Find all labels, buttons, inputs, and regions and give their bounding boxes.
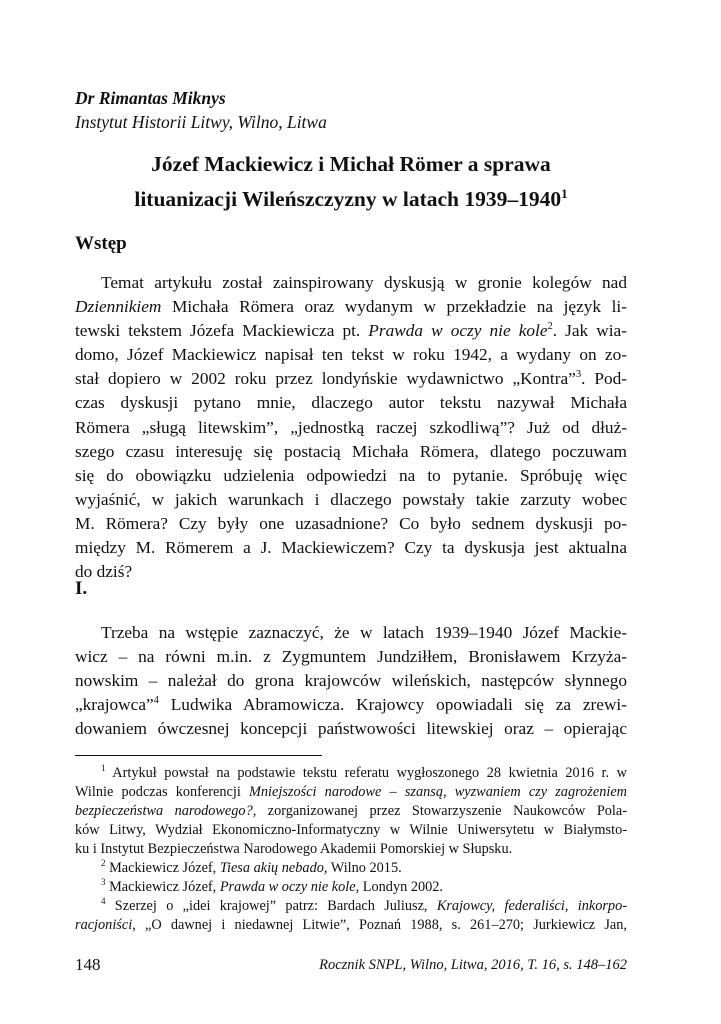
- body-paragraph: Trzeba na wstępie zaznaczyć, że w latach 1939–1940 Józef Mackie- wicz – na równi m.in. z Zygmuntem Jundziłłem, Bronisławem Krzyża- nowskim – należał do grona krajowców wileńskich, następców słynnego „krajowca”$^4$ Ludwika Abramowicza. Krajowcy opowiadali się za zrewi- dowaniem ówczesnej koncepcji państwowości litewskiej oraz – opierając: [75, 623, 627, 739]
- title-footnote-ref[interactable]: 1: [561, 186, 568, 201]
- section-heading-roman-one: I.: [75, 578, 88, 599]
- author-name: Dr Rimantas Miknys: [75, 88, 226, 108]
- footnote-4: $^4$ Szerzej o „idei krajowej” patrz: Bardach Juliusz, Krajowcy, federaliści, inkorpo-: [101, 896, 627, 914]
- footnote-1: $^1$ Artykuł powstał na podstawie tekstu referatu wygłoszonego 28 kwietnia 2016 r. w: [101, 763, 627, 781]
- article-title: [75, 150, 627, 214]
- author-affiliation: Instytut Historii Litwy, Wilno, Litwa: [75, 112, 327, 132]
- title-line-2: lituanizacji Wileńszczyzny w latach 1939–1940$^1$: [134, 186, 568, 212]
- footnotes: $^1$ Artykuł powstał na podstawie tekstu referatu wygłoszonego 28 kwietnia 2016 r. w Wilnie podczas konferencji Mniejszości narodowe – szansą, wyzwaniem czy zagrożeniem bezpieczeństwa narodowego?, zorganizowanej przez Stowarzyszenie Naukowców Pola- ków Litwy, Wydział Ekonomiczno-Informatyczny w Wilnie Uniwersytetu w Białymsto- ku i Instytut Bezpieczeństwa Narodowego Akademii Pomorskiej w Słupsku. $^2$ Mackiewicz Józef, Tiesa akių nebado, Wilno 2015. $^3$ Mackiewicz Józef, Prawda w oczy nie kole, Londyn 2002. $^4$ Szerzej o „idei krajowej” patrz: Bardach Juliusz, Krajowcy, federaliści, inkorpo- racjoniści, „O dawnej i niedawnej Litwie”, Poznań 1988, s. 261–270; Jurkiewicz Jan,: [75, 763, 628, 933]
- page-number: 148: [75, 955, 101, 974]
- footnote-2: $^2$ Mackiewicz Józef, Tiesa akių nebado, Wilno 2015.: [101, 858, 402, 876]
- footnote-ref-3[interactable]: 3: [575, 369, 582, 381]
- footnote-separator: [75, 755, 322, 756]
- footnote-ref-2[interactable]: 2: [547, 321, 553, 333]
- journal-citation: Rocznik SNPL, Wilno, Litwa, 2016, T. 16, s. 148–162: [319, 957, 627, 973]
- section-heading-introduction: Wstęp: [75, 233, 127, 254]
- footnote-ref-4[interactable]: 4: [153, 695, 159, 707]
- footnote-3: $^3$ Mackiewicz Józef, Prawda w oczy nie kole, Londyn 2002.: [101, 877, 443, 895]
- title-line-1: Józef Mackiewicz i Michał Römer a sprawa: [151, 152, 551, 176]
- intro-paragraph: Temat artykułu został zainspirowany dyskusją w gronie kolegów nad Dziennikiem Michała Römera oraz wydanym w przekładzie na język li- tewski tekstem Józefa Mackiewicza pt. Prawda w oczy nie kole$^2$. Jak wia- domo, Józef Mackiewicz napisał ten tekst w roku 1942, a wydany on zo- stał dopiero w 2002 roku przez londyńskie wydawnictwo „Kontra”$^3$. Pod- czas dyskusji pytano mnie, dlaczego autor tekstu nazywał Michała Römera „sługą litewskim”, „jednostką raczej szkodliwą”? Już od dłuż- szego czasu interesuję się postacią Michała Römera, dlatego poczuwam się do obowiązku udzielenia odpowiedzi na to pytanie. Spróbuję więc wyjaśnić, w jakich warunkach i dlaczego powstały takie zarzuty wobec M. Römera? Czy były one uzasadnione? Co było sednem dyskusji po- między M. Römerem a J. Mackiewiczem? Czy ta dyskusja jest aktualna do dziś?: [75, 273, 628, 582]
